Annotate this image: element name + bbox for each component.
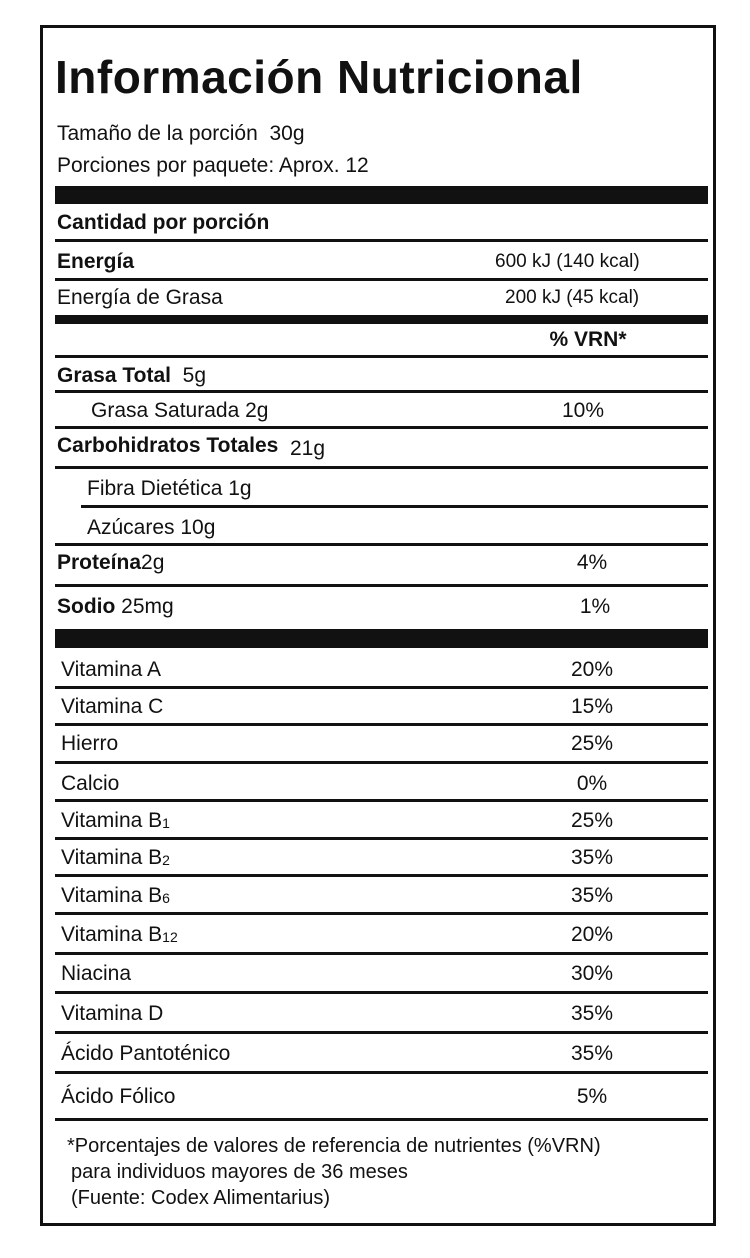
vitamin-label xyxy=(61,1085,175,1110)
vitamin-name: Vitamina B xyxy=(61,809,163,832)
divider xyxy=(55,1031,708,1034)
footnote-line-3: (Fuente: Codex Alimentarius) xyxy=(71,1187,331,1209)
thick-divider xyxy=(55,186,708,204)
servings-per-package-row xyxy=(57,154,369,178)
vitamin-vrn: 20% xyxy=(570,923,614,946)
divider xyxy=(55,543,708,546)
divider xyxy=(55,912,708,915)
fiber-label: Fibra Dietética 1g xyxy=(87,477,252,500)
serving-size-label: Tamaño de la porción xyxy=(57,122,258,145)
divider xyxy=(55,1071,708,1074)
servings-per-package-value: Aprox. 12 xyxy=(278,154,369,177)
vitamin-subscript: 1 xyxy=(162,815,170,831)
vitamin-name: Vitamina B xyxy=(61,923,163,946)
divider xyxy=(55,991,708,994)
divider xyxy=(55,761,708,764)
divider xyxy=(55,874,708,877)
vitamin-subscript: 6 xyxy=(162,890,170,906)
sodium-amount: 25mg xyxy=(121,595,174,618)
divider xyxy=(55,1118,708,1121)
vitamin-vrn: 0% xyxy=(576,772,608,795)
thick-divider xyxy=(55,629,708,648)
carbs-row xyxy=(57,434,325,458)
nutrition-facts-panel xyxy=(40,25,716,1226)
divider xyxy=(55,952,708,955)
protein-row xyxy=(57,551,164,575)
divider xyxy=(55,723,708,726)
vitamin-subscript: 12 xyxy=(162,929,178,945)
vitamin-vrn: 5% xyxy=(576,1085,608,1108)
saturated-fat-label: Grasa Saturada 2g xyxy=(91,399,269,422)
carbs-label: Carbohidratos Totales xyxy=(57,434,279,457)
total-fat-amount: 5g xyxy=(182,364,207,387)
vitamin-vrn: 35% xyxy=(570,1002,614,1025)
sugars-label: Azúcares 10g xyxy=(87,516,216,539)
vitamin-label xyxy=(61,962,131,987)
vitamin-label xyxy=(61,772,119,797)
serving-size-row xyxy=(57,122,305,146)
vitamin-name: Vitamina A xyxy=(61,658,162,681)
vitamin-subscript: 2 xyxy=(162,852,170,868)
sodium-label: Sodio xyxy=(57,595,116,618)
vitamin-label xyxy=(61,695,163,720)
vitamin-name: Calcio xyxy=(61,772,120,795)
divider xyxy=(55,799,708,802)
saturated-fat-vrn: 10% xyxy=(561,399,605,422)
vitamin-label xyxy=(61,809,170,834)
divider xyxy=(81,505,708,508)
total-fat-row xyxy=(57,364,206,388)
vitamin-label xyxy=(61,884,170,909)
vitamin-name: Hierro xyxy=(61,732,119,755)
vitamin-name: Vitamina C xyxy=(61,695,164,718)
energy-label: Energía xyxy=(57,250,135,273)
vitamin-vrn: 15% xyxy=(570,695,614,718)
vitamin-vrn: 35% xyxy=(570,1042,614,1065)
vitamin-vrn: 20% xyxy=(570,658,614,681)
fat-energy-value: 200 kJ (45 kcal) xyxy=(505,287,640,308)
vitamin-label xyxy=(61,923,178,948)
footnote-line-1: *Porcentajes de valores de referencia de nutrientes (%VRN) xyxy=(67,1135,601,1157)
vitamin-label xyxy=(61,1042,230,1067)
vitamin-name: Ácido Pantoténico xyxy=(61,1042,231,1065)
divider xyxy=(55,686,708,689)
thick-divider xyxy=(55,315,708,324)
vitamin-label xyxy=(61,658,161,683)
vitamin-label xyxy=(61,1002,163,1027)
vrn-header: % VRN* xyxy=(549,328,627,351)
divider xyxy=(55,355,708,358)
vitamin-vrn: 35% xyxy=(570,884,614,907)
vitamin-name: Vitamina B xyxy=(61,846,163,869)
vitamin-name: Vitamina D xyxy=(61,1002,164,1025)
divider xyxy=(55,239,708,242)
serving-size-value: 30g xyxy=(269,122,305,145)
sodium-row xyxy=(57,595,174,619)
divider xyxy=(55,426,708,429)
fat-energy-label: Energía de Grasa xyxy=(57,286,223,309)
vitamin-vrn: 35% xyxy=(570,846,614,869)
footnote-line-2: para individuos mayores de 36 meses xyxy=(71,1161,408,1183)
divider xyxy=(55,466,708,469)
vitamin-vrn: 30% xyxy=(570,962,614,985)
divider xyxy=(55,584,708,587)
divider xyxy=(55,390,708,393)
vitamin-name: Ácido Fólico xyxy=(61,1085,176,1108)
vitamin-label xyxy=(61,732,118,757)
vitamin-name: Vitamina B xyxy=(61,884,163,907)
divider xyxy=(55,278,708,281)
protein-vrn: 4% xyxy=(576,551,608,574)
vitamin-vrn: 25% xyxy=(570,809,614,832)
sodium-vrn: 1% xyxy=(579,595,611,618)
servings-per-package-label: Porciones por paquete: xyxy=(57,154,275,177)
divider xyxy=(55,837,708,840)
protein-label: Proteína xyxy=(57,551,142,574)
vitamin-name: Niacina xyxy=(61,962,132,985)
panel-title: Información Nutricional xyxy=(55,51,583,103)
total-fat-label: Grasa Total xyxy=(57,364,171,387)
vitamin-vrn: 25% xyxy=(570,732,614,755)
carbs-amount: 21g xyxy=(289,437,326,460)
amount-per-serving-header: Cantidad por porción xyxy=(57,211,270,234)
vitamin-label xyxy=(61,846,170,871)
protein-amount: 2g xyxy=(141,551,165,574)
energy-value: 600 kJ (140 kcal) xyxy=(495,251,640,272)
